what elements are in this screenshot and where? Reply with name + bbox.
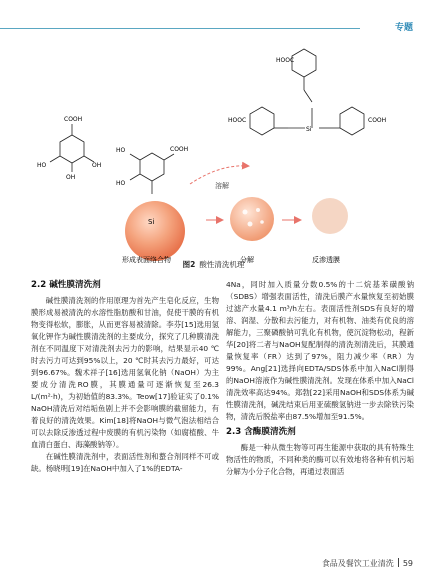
label-oh-2: OH: [66, 174, 76, 181]
figure-caption-text: 酸性清洗机理: [199, 260, 245, 269]
stage-label-2: 分解: [240, 256, 254, 264]
label-hooc-1: HOOC: [276, 57, 295, 64]
paragraph-left-2: 在碱性膜清洗剂中，表面活性剂和螯合剂同样不可或缺。杨晓明[19]在NaOH中加入了1%的EDTA-: [31, 452, 219, 473]
column-right: [226, 279, 414, 478]
figure-caption-label: 图2: [182, 260, 196, 269]
label-cooh-2: COOH: [170, 146, 189, 153]
ro-membrane-sphere: [312, 198, 348, 234]
figure-mechanism: [20, 44, 412, 269]
si-complex-structure: [250, 49, 364, 135]
si-sphere: [125, 201, 185, 261]
header-rule: [0, 28, 360, 29]
label-ho-2: HO: [116, 147, 126, 154]
stage-label-3: 反渗透膜: [312, 256, 340, 264]
label-cooh-3: COOH: [368, 117, 387, 124]
label-ho-3: HO: [116, 180, 126, 187]
dissolve-label: 溶解: [215, 182, 229, 190]
figure-caption: [0, 259, 427, 270]
heading-2-2: 2.2 碱性膜清洗剂: [31, 280, 101, 290]
label-si-1: Si: [148, 218, 155, 226]
section-tag: 专题: [394, 23, 413, 33]
stage-label-1: 形成表面络合物: [122, 256, 171, 264]
column-left: [31, 279, 219, 475]
journal-name: 食品及餐饮工业清洗: [321, 559, 394, 568]
complex-molecule: [130, 153, 174, 194]
paragraph-right-1: 4Na，同时加入质量分数0.5%的十二烷基苯磺酸钠（SDBS）增强表面活性，清洗后膜产水量恢复至初始膜过滤产水量4.1 m³/h左右。表面活性剂SDS有良好的增溶、润湿、分散和去污能力，对有机物、油类有优良的溶解能力，三聚磷酸钠可乳化有机物，使沉淀物松动，程新华[20]将二者与NaOH复配制得的清洗剂清洗后，其膜通量恢复率（FR）达到了97%，阻力减少率（RR）为99%。Ang[21]选择向EDTA/SDS体系中加入NaCl制得的NaOH溶液作为碱性膜清洗剂。发现在体系中加入NaCl清洗效率高达94%。郑勃[22]采用NaOH和SDS体系为碱性膜清洗剂，碱洗结束后用亚硫酸氢钠进一步去除铁污染物，清洗后脱盐率由87.5%增加至91.5%。: [226, 280, 414, 421]
page-footer: [322, 558, 413, 569]
heading-2-3: 2.3 含酶膜清洗剂: [226, 427, 296, 437]
paragraph-right-2: 酶是一种从微生物等可再生能源中获取的具有特殊生物活性的物质，不同种类的酶可以有效地将各种有机污垢分解为小分子化合物，再通过表面活: [226, 443, 414, 476]
label-hooc-2: HOOC: [228, 117, 247, 124]
page-number: 59: [402, 559, 413, 568]
label-oh-1: OH: [92, 162, 102, 169]
footer-divider: [398, 558, 399, 567]
label-cooh-1: COOH: [64, 116, 83, 123]
label-si-2: Si: [306, 126, 312, 133]
paragraph-left-1: 碱性膜清洗剂的作用原理为首先产生皂化反应，生物膜形成易被清洗的水溶性脂肪酸和甘油，促使干膜的有机物变得松软，膨胀，从而更容易被清除。李芬[15]选用氢氧化钾作为碱性膜清洗剂的主要成分，探究了几种膜清洗剂在不同温度下对清洗剂去污力的影响，结果显示40 ℃时去污力可达到95%以上，20 ℃时其去污力最好，可达到96.67%。魏术祥子[16]选用氢氧化钠（NaOH）为主要成分清洗RO膜，其膜通量可逐渐恢复至26.3 L/(m²·h)，为初始值的83.3%。Teow[17]验证实了0.1% NaOH清洗后对结垢鱼剧上并不会影响膜的截留能力，有着良好的清洗效果。Kim[18]将NaOH与微气泡法相结合可以去除反渗透过程中废膜的有机污染物（如腐植酸、牛血清白蛋白、海藻酸钠等）。: [31, 296, 219, 449]
decompose-sphere: [230, 197, 274, 241]
gallic-acid-molecule: [50, 124, 94, 172]
label-ho-1: HO: [37, 162, 47, 169]
